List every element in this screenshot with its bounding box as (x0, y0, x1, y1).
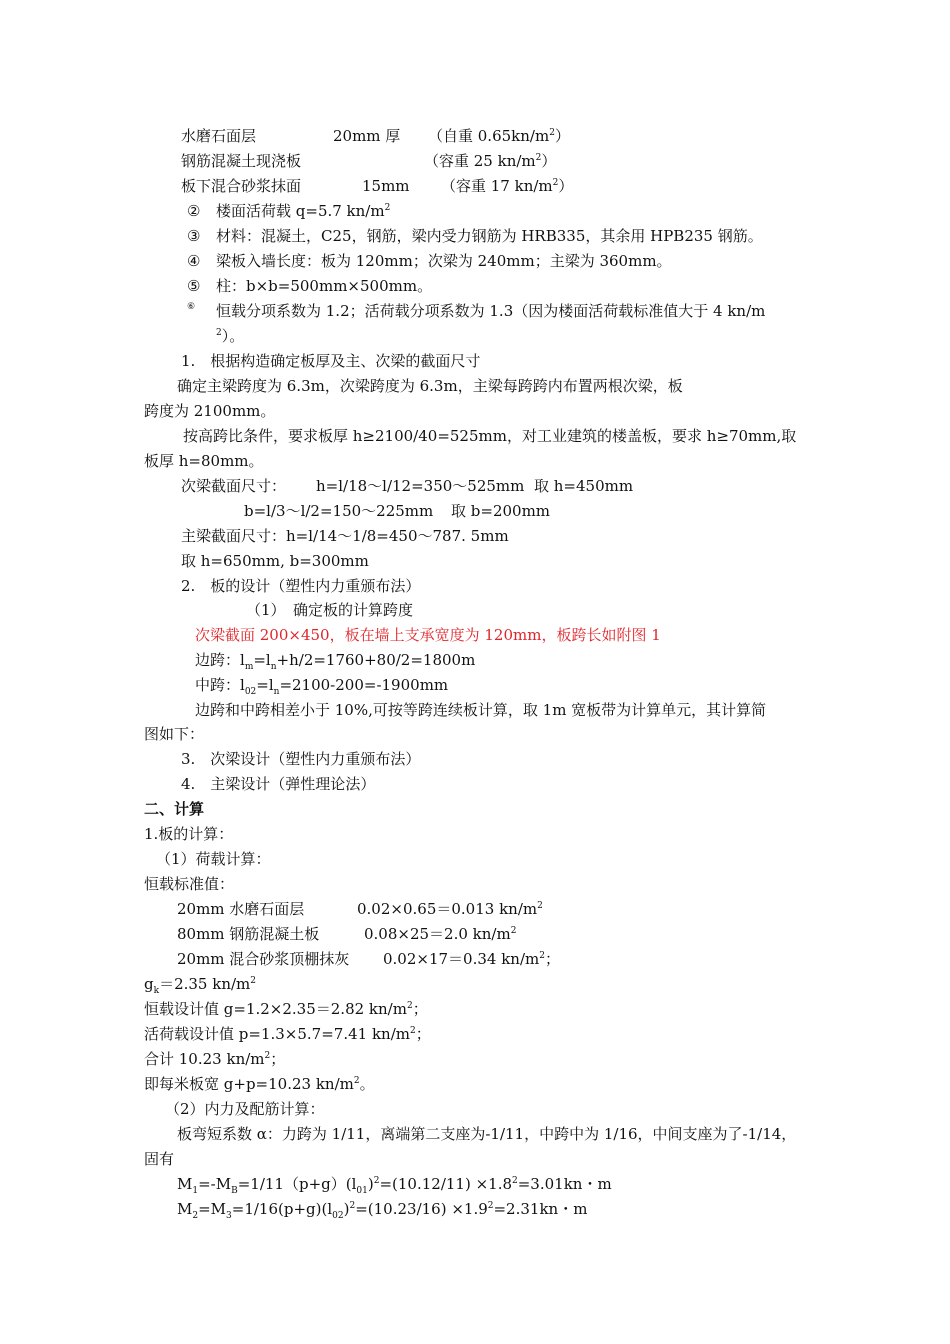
section-heading: 3. 次梁设计（塑性内力重颁布法） (181, 750, 421, 768)
formula-text: =(10.23/16) ×1.9 (355, 1200, 488, 1218)
subsection-heading: （2）内力及配筋计算： (165, 1100, 325, 1118)
dead-design-line (144, 999, 428, 1019)
load-name: 20mm 混合砂浆顶棚抹灰 (177, 950, 350, 968)
formula-text: 中跨：l (195, 676, 245, 694)
item-text: 材料：混凝土，C25，钢筋，梁内受力钢筋为 HRB335，其余用 HPB235 钢筋。 (216, 227, 763, 245)
item-text-content: 楼面活荷载 q=5.7 kn/m (216, 202, 385, 220)
material-weight-close: ） (541, 152, 557, 170)
formula-text: M (177, 1175, 193, 1193)
subscript: 02 (244, 687, 257, 697)
formula-text: =-M (198, 1175, 232, 1193)
formula-text: =2.31kn・m (493, 1200, 588, 1218)
item-marker: ⑥ (187, 302, 196, 312)
section-heading: 4. 主梁设计（弹性理论法） (181, 775, 376, 793)
item-text: 梁板入墙长度：板为 120mm；次梁为 240mm；主梁为 360mm。 (216, 252, 672, 270)
subscript: n (270, 662, 277, 672)
subscript: n (273, 687, 280, 697)
material-spec: 15mm (362, 177, 410, 195)
punctuation: ； (412, 1000, 428, 1018)
item-text-content: ）。 (221, 327, 245, 345)
superscript: 2 (487, 1201, 494, 1211)
superscript: 2 (216, 328, 222, 338)
subsection-heading: 1.板的计算： (144, 825, 234, 843)
secondary-beam-h-take: 取 h=450mm (534, 477, 634, 495)
formula-text: 合计 10.23 kn/m (144, 1050, 265, 1068)
formula-text: ) (367, 1175, 374, 1193)
moment-formula-1 (177, 1174, 612, 1194)
live-design-line (144, 1024, 431, 1044)
item-text-continued (216, 326, 244, 346)
material-row (181, 126, 256, 146)
subscript: 02 (332, 1211, 344, 1221)
load-value-text: 0.08×25＝2.0 kn/m (364, 925, 511, 943)
formula-text: g (144, 975, 154, 993)
item-text (216, 201, 390, 221)
formula-text: =2100-200=-1900mm (279, 676, 449, 694)
formula-text: 活荷载设计值 p=1.3×5.7=7.41 kn/m (144, 1025, 410, 1043)
paragraph: 图如下： (144, 725, 205, 743)
section-heading: 1. 根据构造确定板厚及主、次梁的截面尺寸 (181, 352, 481, 370)
item-text: 恒载分项系数为 1.2；活荷载分项系数为 1.3（因为楼面活荷载标准值大于 4 kn/m (216, 302, 766, 320)
gk-line (144, 974, 256, 994)
material-weight-text: （容重 17 kn/m (441, 177, 553, 195)
load-value (357, 899, 543, 919)
formula-text: 恒载设计值 g=1.2×2.35＝2.82 kn/m (144, 1000, 407, 1018)
material-name: 板下混合砂浆抹面 (181, 177, 302, 195)
subscript: B (231, 1186, 238, 1196)
formula-text: M (177, 1200, 193, 1218)
superscript: 2 (549, 128, 555, 138)
superscript: 2 (353, 1076, 360, 1086)
punctuation: 。 (359, 1075, 375, 1093)
formula-text: =l (256, 676, 274, 694)
formula-text: ＝2.35 kn/m (159, 975, 251, 993)
per-meter-line (144, 1074, 375, 1094)
superscript: 2 (373, 1176, 380, 1186)
secondary-beam-label: 次梁截面尺寸： (181, 477, 287, 495)
material-weight-text: （容重 25 kn/m (424, 152, 536, 170)
superscript: 2 (250, 976, 257, 986)
formula-text: =M (198, 1200, 227, 1218)
material-weight-text: （自重 0.65kn/m (428, 127, 550, 145)
middle-span-formula (195, 675, 448, 695)
item-marker: ⑤ (187, 277, 201, 295)
section-heading: 2. 板的设计（塑性内力重颁布法） (181, 577, 421, 595)
subscript: m (244, 662, 254, 672)
superscript: 2 (539, 951, 545, 961)
load-name: 80mm 钢筋混凝土板 (177, 925, 320, 943)
paragraph: 恒载标准值： (144, 875, 235, 893)
superscript: 2 (512, 1176, 518, 1186)
material-weight-close: ） (554, 127, 570, 145)
main-beam-take: 取 h=650mm, b=300mm (181, 552, 369, 570)
paragraph: 按高跨比条件，要求板厚 h≥2100/40=525mm，对工业建筑的楼盖板，要求 h≥70mm,取 (183, 427, 797, 445)
subsection-heading: （1） 确定板的计算跨度 (246, 601, 414, 619)
load-value (364, 924, 516, 944)
formula-text: 边跨：l (195, 651, 245, 669)
superscript: 2 (384, 203, 391, 213)
secondary-beam-h: h=l/18～l/12=350～525mm (316, 477, 525, 495)
secondary-beam-b-take: 取 b=200mm (451, 502, 551, 520)
paragraph: 边跨和中跨相差小于 10%,可按等跨连续板计算，取 1m 宽板带为计算单元，其计算简 (195, 701, 767, 719)
total-line (144, 1049, 285, 1069)
material-weight-close: ） (558, 177, 574, 195)
subscript: 2 (192, 1211, 199, 1221)
highlighted-note: 次梁截面 200×450，板在墙上支承宽度为 120mm，板跨长如附图 1 (195, 626, 661, 644)
item-marker: ② (187, 202, 201, 220)
material-weight (424, 151, 556, 171)
formula-text: =1/16(p+g)(l (231, 1200, 333, 1218)
punctuation: ； (415, 1025, 431, 1043)
paragraph: 确定主梁跨度为 6.3m，次梁跨度为 6.3m，主梁每跨跨内布置两根次梁，板 (177, 377, 683, 395)
material-name: 水磨石面层 (181, 127, 257, 145)
superscript: 2 (406, 1001, 413, 1011)
moment-formula-2 (177, 1199, 587, 1219)
material-weight (428, 126, 570, 146)
subscript: 1 (192, 1186, 199, 1196)
calculation-heading: 二、计算 (144, 800, 205, 818)
superscript: 2 (510, 926, 517, 936)
punctuation: ； (270, 1050, 286, 1068)
subscript: 3 (226, 1211, 232, 1221)
subsection-heading: （1）荷载计算： (156, 850, 271, 868)
formula-text: =1/11（p+g）(l (237, 1175, 357, 1193)
superscript: 2 (535, 153, 542, 163)
formula-text: =(10.12/11) ×1.8 (379, 1175, 512, 1193)
load-value-text: 0.02×0.65＝0.013 kn/m (357, 900, 538, 918)
superscript: 2 (349, 1201, 356, 1211)
item-text: 柱：b×b=500mm×500mm。 (216, 277, 433, 295)
superscript: 2 (537, 901, 543, 911)
formula-text: 即每米板宽 g+p=10.23 kn/m (144, 1075, 354, 1093)
load-value-end: ； (544, 950, 560, 968)
paragraph: 板弯短系数 α：力跨为 1/11，离端第二支座为-1/11，中跨中为 1/16，中间支座为了-1/14， (177, 1125, 797, 1143)
formula-text: =3.01kn・m (517, 1175, 612, 1193)
material-name: 钢筋混凝土现浇板 (181, 152, 302, 170)
load-name: 20mm 水磨石面层 (177, 900, 305, 918)
paragraph: 板厚 h=80mm。 (144, 452, 264, 470)
material-weight (441, 176, 573, 196)
item-marker: ③ (187, 227, 201, 245)
superscript: 2 (409, 1026, 416, 1036)
subscript: 01 (356, 1186, 368, 1196)
formula-text: =l (253, 651, 271, 669)
item-marker: ④ (187, 252, 201, 270)
formula-text: +h/2=1760+80/2=1800m (276, 651, 476, 669)
secondary-beam-b: b=l/3～l/2=150～225mm (244, 502, 434, 520)
main-beam-label: 主梁截面尺寸：h=l/14～1/8=450～787. 5mm (181, 527, 509, 545)
paragraph: 固有 (144, 1150, 175, 1168)
formula-text: ) (343, 1200, 350, 1218)
superscript: 2 (264, 1051, 271, 1061)
subscript: k (153, 986, 160, 996)
material-spec: 20mm 厚 (333, 127, 401, 145)
load-value (383, 949, 560, 969)
paragraph: 跨度为 2100mm。 (144, 402, 276, 420)
superscript: 2 (552, 178, 559, 188)
edge-span-formula (195, 650, 475, 670)
load-value-text: 0.02×17＝0.34 kn/m (383, 950, 540, 968)
